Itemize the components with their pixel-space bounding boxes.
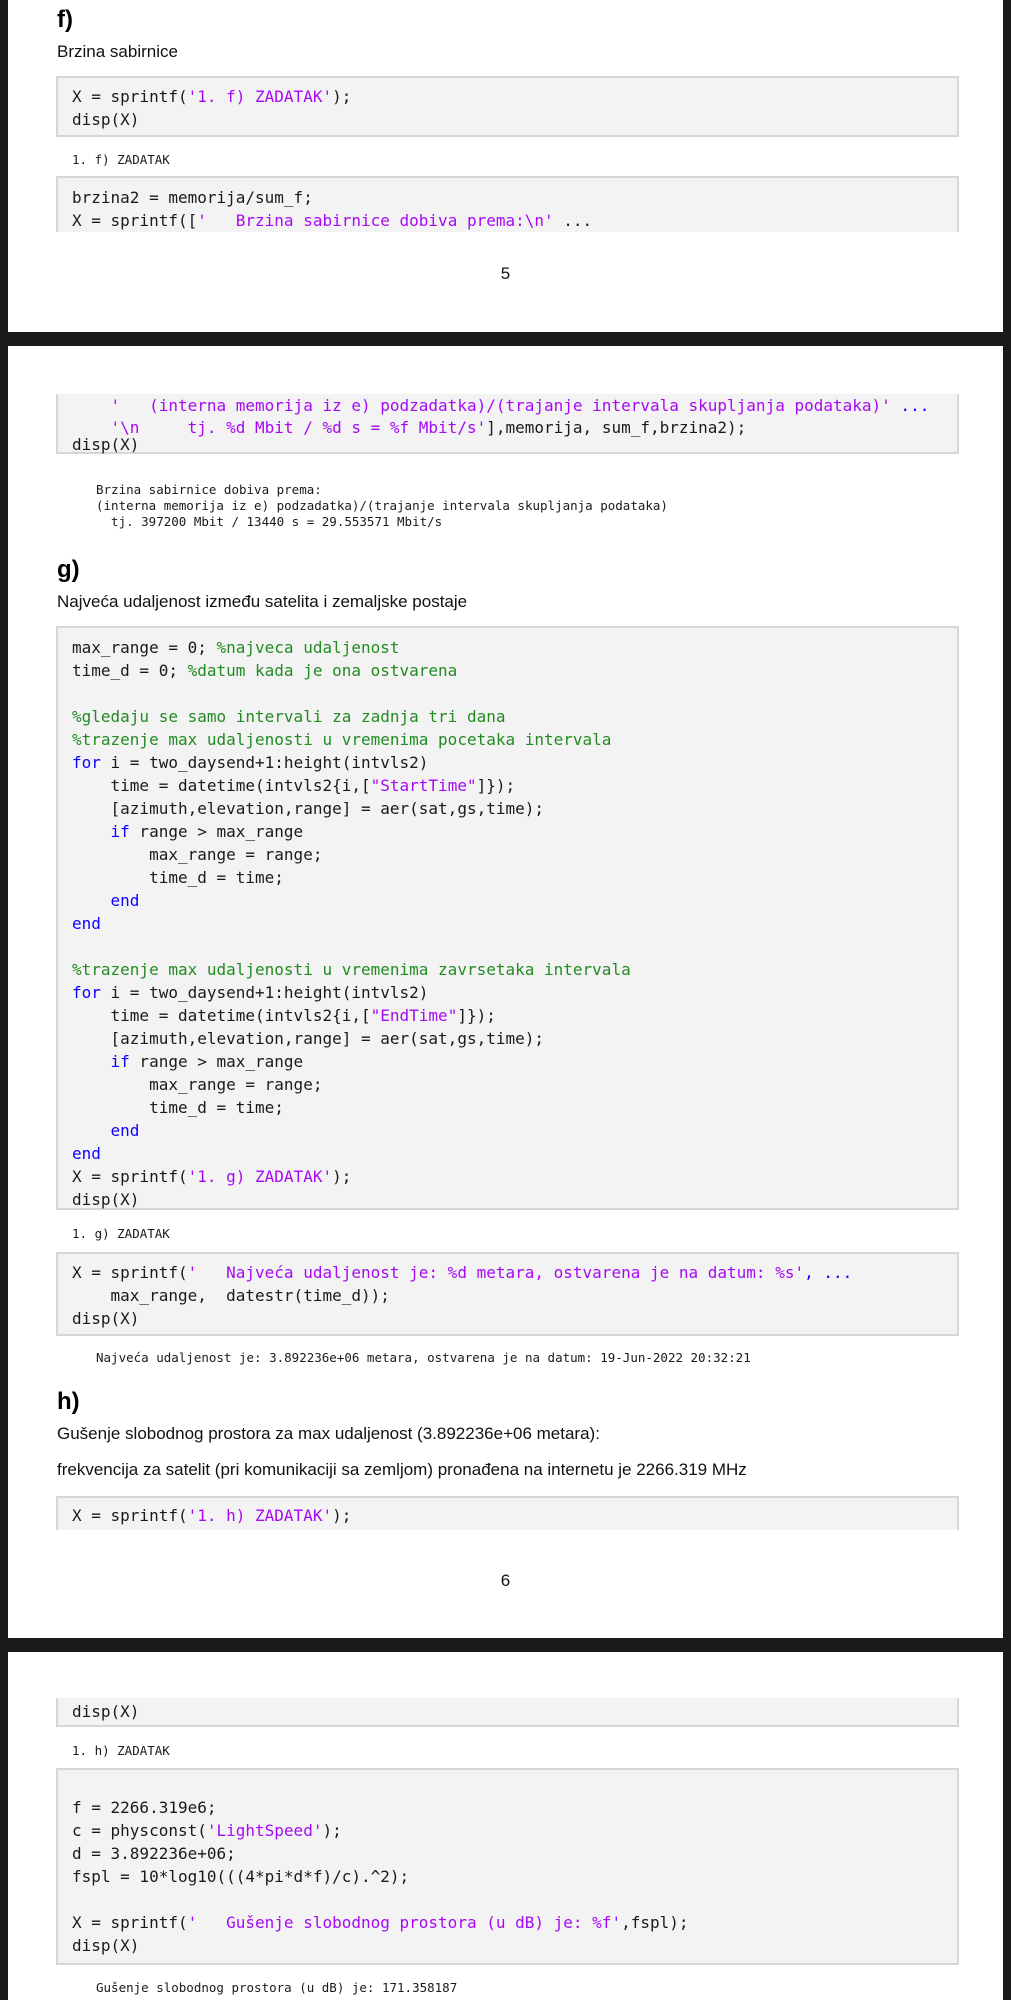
code-output: 1. f) ZADATAK [72,152,170,167]
code-block-h2 [56,1768,959,1965]
code-line: ' (interna memorija iz e) podzadatka)/(trajanje intervala skupljanja podataka)' ... [110,396,930,415]
code-line: time_d = time; [72,1098,284,1117]
section-heading-h: h) [57,1388,80,1415]
document-page-7 [8,1652,1003,2000]
code-output: Gušenje slobodnog prostora (u dB) je: 171.358187 [96,1980,458,1995]
section-heading-g: g) [57,556,80,583]
code-comment: %trazenje max udaljenosti u vremenima pocetaka intervala [72,730,612,749]
code-line: end [110,1121,140,1140]
code-output: Najveća udaljenost je: 3.892236e+06 metara, ostvarena je na datum: 19-Jun-2022 20:32:21 [96,1350,751,1365]
code-line: X = sprintf(' Gušenje slobodnog prostora (u dB) je: %f',fspl); [72,1913,689,1932]
code-line: time_d = time; [72,868,284,887]
code-line: disp(X) [72,435,140,454]
code-line: max_range = 0; %najveca udaljenost [72,638,400,657]
code-line: brzina2 = memorija/sum_f; [72,188,313,207]
page-number: 6 [500,1571,511,1590]
code-keyword: end [72,1144,101,1163]
code-line: time = datetime(intvls2{i,["StartTime"]}); [72,776,516,795]
code-line: X = sprintf([' Brzina sabirnice dobiva prema:\n' ... [72,211,593,230]
section-subtitle-f: Brzina sabirnice [57,42,178,61]
code-line: if range > max_range [110,822,304,841]
code-line: disp(X) [72,1936,140,1955]
document-page-6 [8,346,1003,1638]
page-number: 5 [500,264,511,283]
code-line: time_d = 0; %datum kada je ona ostvarena [72,661,458,680]
document-page-5 [8,0,1003,332]
code-line: if range > max_range [110,1052,304,1071]
code-line: [azimuth,elevation,range] = aer(sat,gs,time); [72,799,545,818]
code-line: X = sprintf(' Najveća udaljenost je: %d metara, ostvarena je na datum: %s', ... [72,1263,853,1282]
section-text-h2: frekvencija za satelit (pri komunikaciji sa zemljom) pronađena na internetu je 2266.319 MHz [57,1460,747,1479]
code-line: disp(X) [72,1702,140,1721]
section-heading-f: f) [57,6,73,33]
code-line: for i = two_daysend+1:height(intvls2) [72,983,429,1002]
section-text-h1: Gušenje slobodnog prostora za max udaljenost (3.892236e+06 metara): [57,1424,600,1443]
code-comment: %gledaju se samo intervali za zadnja tri dana [72,707,506,726]
code-line: max_range = range; [72,1075,323,1094]
code-line: '\n tj. %d Mbit / %d s = %f Mbit/s'],memorija, sum_f,brzina2); [110,418,747,437]
code-line: disp(X) [72,1190,140,1209]
code-line: time = datetime(intvls2{i,["EndTime"]}); [72,1006,496,1025]
code-line: X = sprintf('1. h) ZADATAK'); [72,1506,352,1525]
code-line: X = sprintf('1. f) ZADATAK'); [72,87,352,106]
code-block-f2 [56,176,959,232]
code-block-g2 [56,1252,959,1336]
code-line: for i = two_daysend+1:height(intvls2) [72,753,429,772]
code-output: 1. h) ZADATAK [72,1743,170,1758]
code-output-line: (interna memorija iz e) podzadatka)/(trajanje intervala skupljanja podataka) [96,498,668,513]
code-line: [azimuth,elevation,range] = aer(sat,gs,time); [72,1029,545,1048]
code-block-h1-continued [56,1698,959,1727]
code-line: disp(X) [72,110,140,129]
code-line: disp(X) [72,1309,140,1328]
code-block-h1 [56,1496,959,1530]
code-line: c = physconst('LightSpeed'); [72,1821,342,1840]
code-block-g1 [56,626,959,1210]
code-output-line: tj. 397200 Mbit / 13440 s = 29.553571 Mbit/s [96,514,443,529]
code-comment: %trazenje max udaljenosti u vremenima zavrsetaka intervala [72,960,631,979]
code-output-line: Brzina sabirnice dobiva prema: [96,482,322,497]
code-line: fspl = 10*log10(((4*pi*d*f)/c).^2); [72,1867,410,1886]
code-block-f2-continued [56,394,959,454]
code-keyword: end [72,914,101,933]
code-line: max_range, datestr(time_d)); [72,1286,390,1305]
code-line: max_range = range; [72,845,323,864]
code-line: d = 3.892236e+06; [72,1844,236,1863]
code-output: 1. g) ZADATAK [72,1226,170,1241]
code-line: end [110,891,140,910]
code-line: X = sprintf('1. g) ZADATAK'); [72,1167,352,1186]
code-block-f1 [56,76,959,137]
code-line: f = 2266.319e6; [72,1798,217,1817]
section-subtitle-g: Najveća udaljenost između satelita i zemaljske postaje [57,592,468,611]
